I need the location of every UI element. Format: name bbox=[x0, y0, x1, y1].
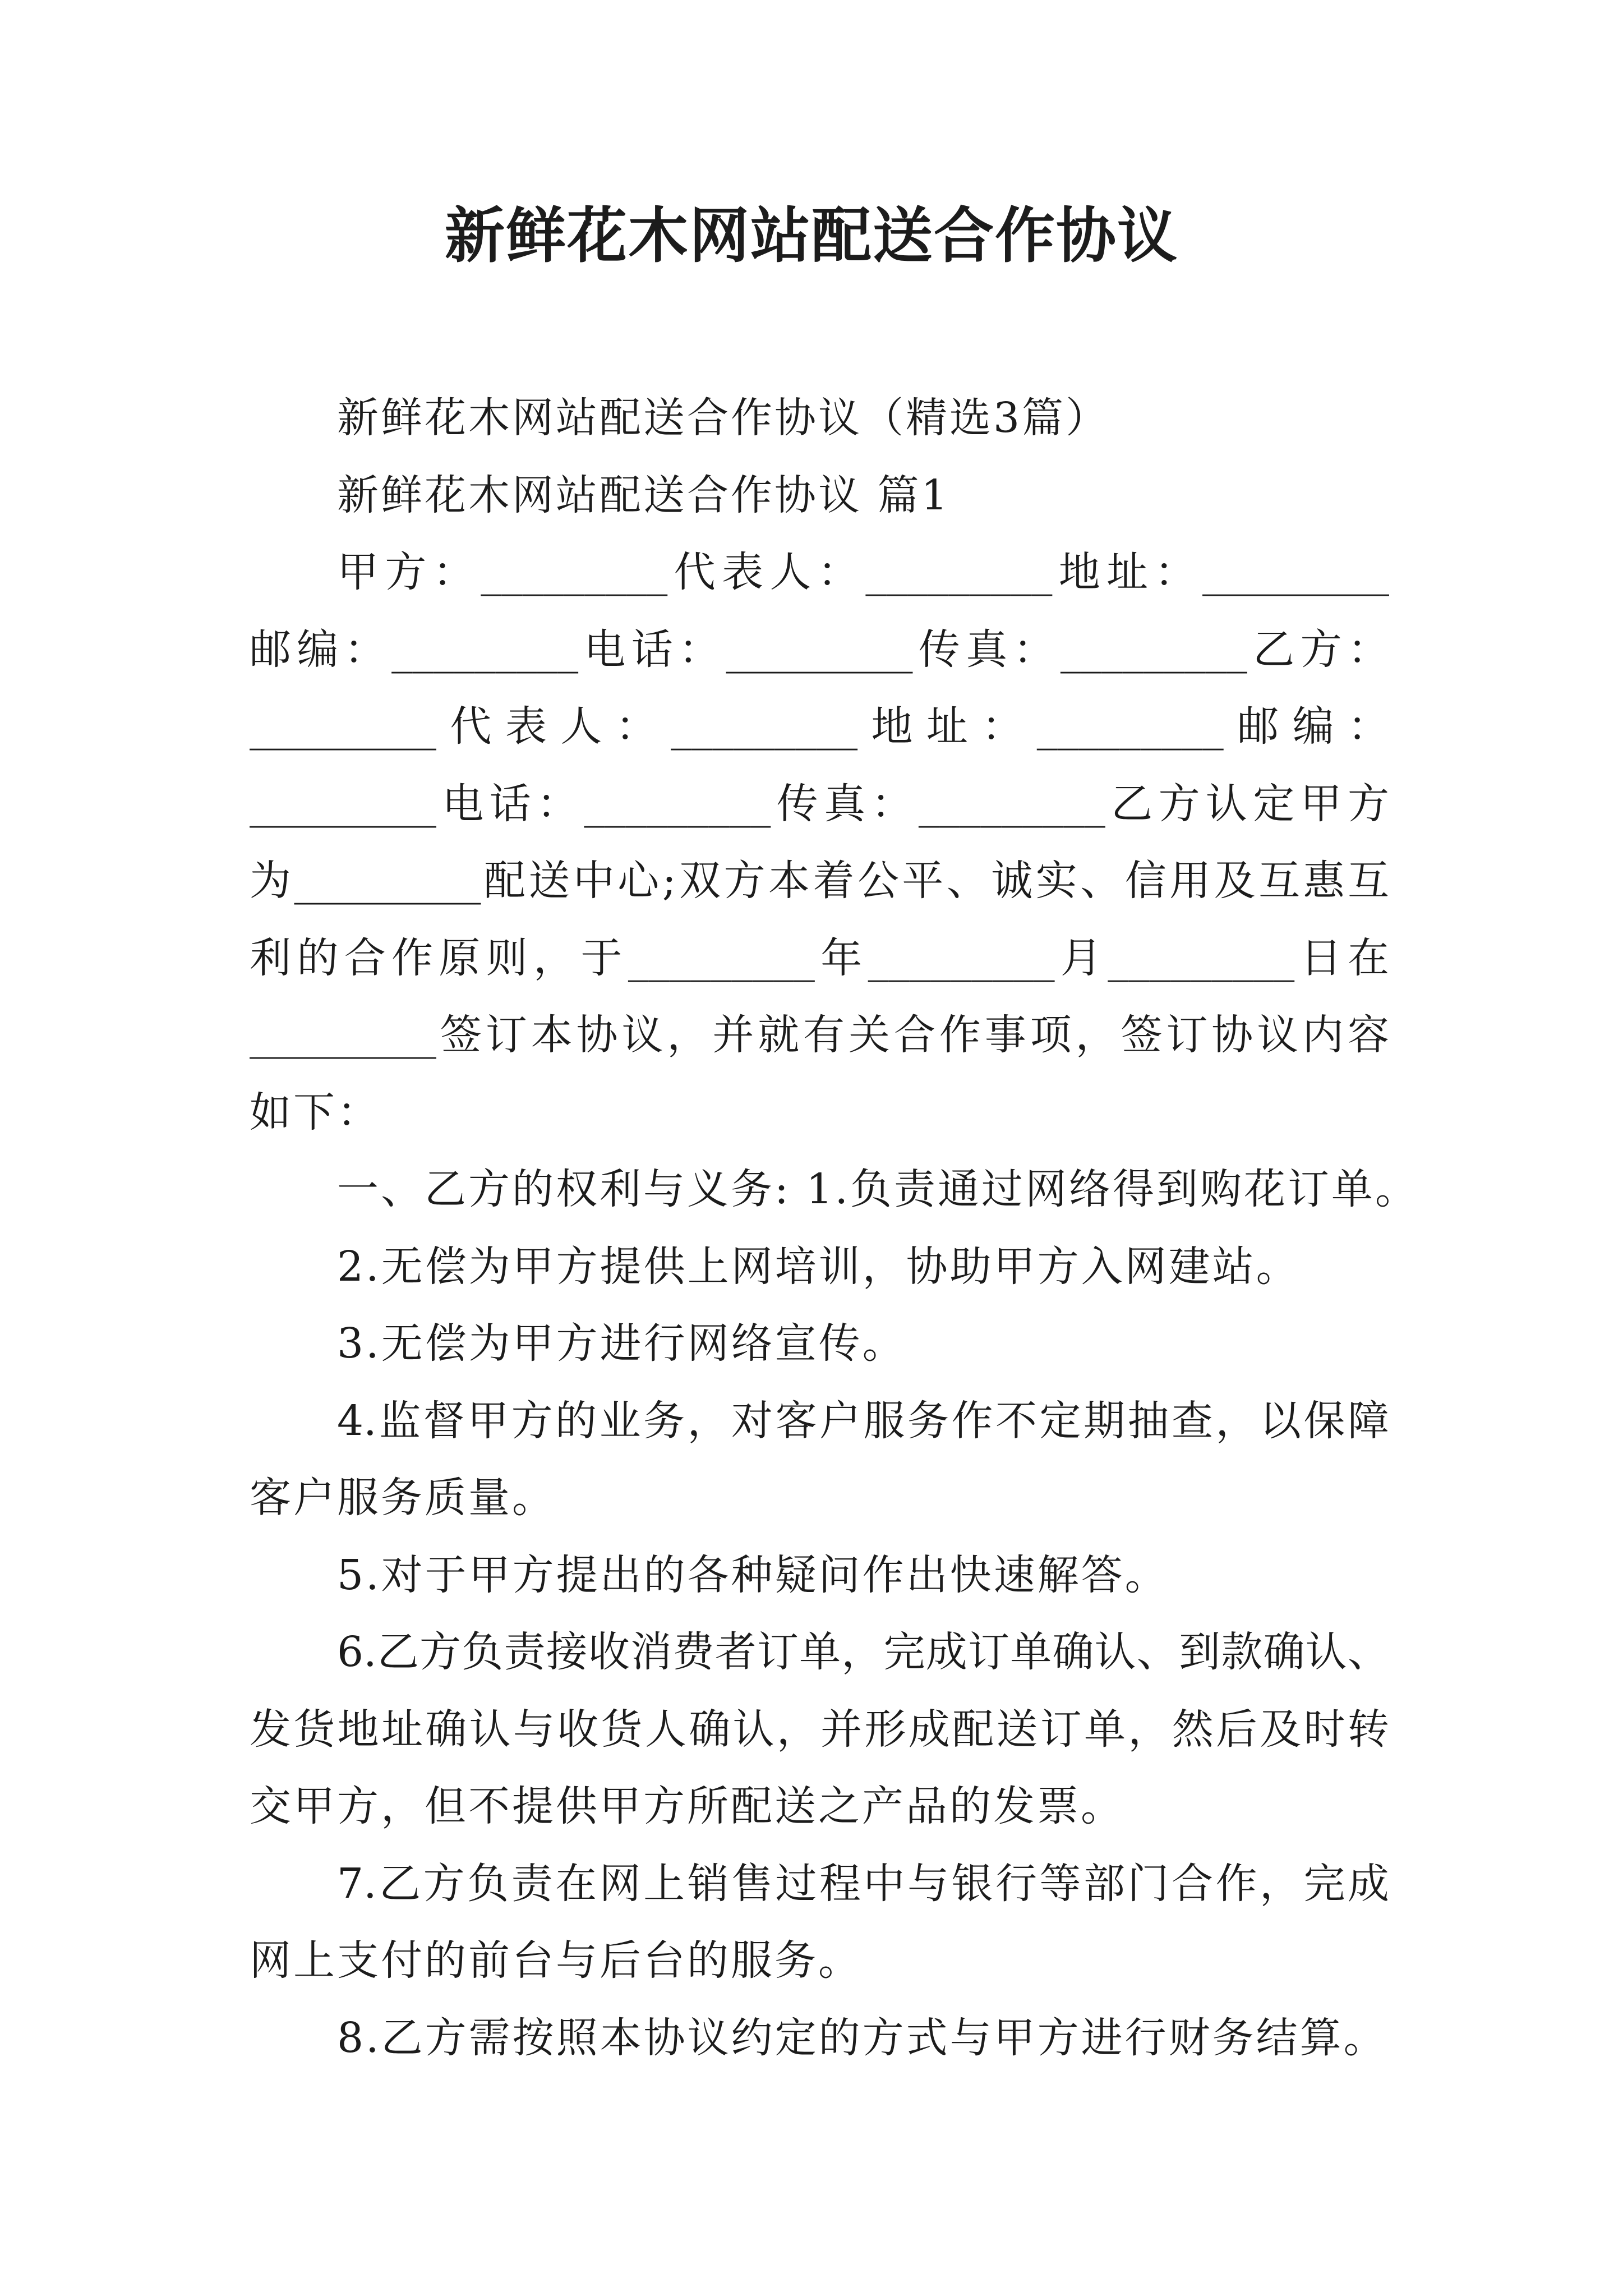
text-line: _________代表人：_________地址：_________邮编： bbox=[250, 702, 1389, 751]
text-line: 8.乙方需按照本协议约定的方式与甲方进行财务结算。 bbox=[337, 2013, 1387, 2062]
clause-3 bbox=[250, 1305, 1389, 1383]
clause-7 bbox=[250, 1846, 1389, 2000]
text-line: 邮编：_________电话：_________传真：_________乙方： bbox=[250, 625, 1389, 674]
document-title: 新鲜花木网站配送合作协议 bbox=[444, 201, 1178, 271]
clause-4 bbox=[250, 1383, 1389, 1537]
clause-2 bbox=[250, 1228, 1389, 1306]
text-line: 3.无偿为甲方进行网络宣传。 bbox=[337, 1319, 906, 1368]
text-line: 利的合作原则，于_________年_________月_________日在 bbox=[250, 933, 1389, 982]
text-line: 2.无偿为甲方提供上网培训，协助甲方入网建站。 bbox=[337, 1242, 1300, 1291]
text-line: 4.监督甲方的业务，对客户服务作不定期抽查，以保障 bbox=[337, 1396, 1389, 1445]
clause-5 bbox=[250, 1537, 1389, 1614]
text-line: 5.对于甲方提出的各种疑问作出快速解答。 bbox=[337, 1550, 1169, 1599]
text-line: 网上支付的前台与后台的服务。 bbox=[250, 1936, 862, 1985]
text-line: 甲方：_________代表人：_________地址：_________ bbox=[337, 548, 1389, 596]
document-body bbox=[250, 380, 1419, 2077]
text-line: 为_________配送中心;双方本着公平、诚实、信用及互惠互 bbox=[250, 857, 1389, 905]
text-line: _________签订本协议，并就有关合作事项，签订协议内容 bbox=[250, 1011, 1389, 1059]
clause-6 bbox=[250, 1614, 1389, 1846]
text-line: 如下： bbox=[250, 1088, 381, 1137]
clause-1 bbox=[250, 1151, 1419, 1228]
text-line: 一、乙方的权利与义务: 1.负责通过网络得到购花订单。 bbox=[337, 1165, 1419, 1213]
text-line: 6.乙方负责接收消费者订单，完成订单确认、到款确认、 bbox=[337, 1628, 1389, 1676]
collection-title: 新鲜花木网站配送合作协议（精选3篇） bbox=[337, 394, 1110, 442]
party-info-paragraph bbox=[250, 534, 1389, 1151]
text-line: 客户服务质量。 bbox=[250, 1474, 556, 1522]
text-line: 发货地址确认与收货人确认，并形成配送订单，然后及时转 bbox=[250, 1705, 1389, 1754]
text-line: 7.乙方负责在网上销售过程中与银行等部门合作，完成 bbox=[337, 1859, 1389, 1908]
part-heading: 新鲜花木网站配送合作协议 篇1 bbox=[337, 471, 950, 519]
clause-8 bbox=[250, 2000, 1389, 2077]
text-line: 交甲方，但不提供甲方所配送之产品的发票。 bbox=[250, 1782, 1124, 1830]
text-line: _________电话：_________传真：_________乙方认定甲方 bbox=[250, 779, 1389, 828]
